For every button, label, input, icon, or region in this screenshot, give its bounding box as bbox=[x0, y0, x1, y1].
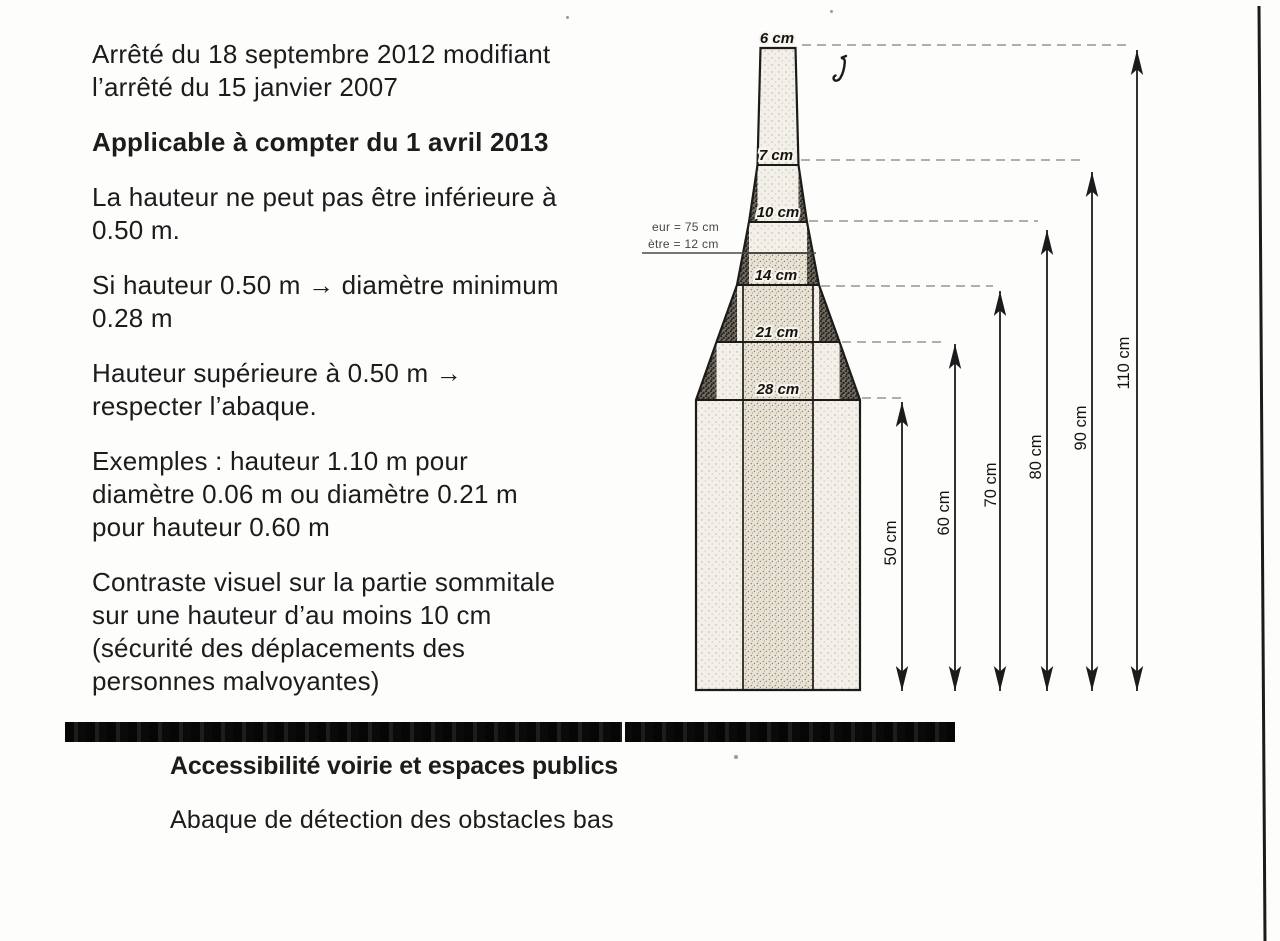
width-label-7cm: 7 cm bbox=[758, 147, 794, 164]
text-line: Exemples : hauteur 1.10 m pour bbox=[92, 446, 468, 476]
side-note-line2: ètre = 12 cm bbox=[648, 237, 719, 251]
bollard-inner-column-12cm bbox=[743, 253, 813, 690]
height-label-110cm: 110 cm bbox=[1115, 336, 1133, 390]
height-label-60cm: 60 cm bbox=[935, 490, 953, 536]
height-label-70cm: 70 cm bbox=[982, 462, 1000, 508]
height-label-50cm: 50 cm bbox=[882, 520, 900, 566]
width-label-21cm: 21 cm bbox=[755, 324, 799, 341]
scan-speck bbox=[734, 755, 738, 759]
width-label-14cm: 14 cm bbox=[754, 267, 798, 284]
side-note-line1: eur = 75 cm bbox=[652, 220, 719, 234]
text-line: personnes malvoyantes) bbox=[92, 666, 380, 696]
height-label-80cm: 80 cm bbox=[1027, 434, 1045, 480]
width-label-6cm: 6 cm bbox=[759, 30, 795, 47]
scan-speck bbox=[830, 10, 833, 13]
text-line: pour hauteur 0.60 m bbox=[92, 512, 330, 542]
divider-bar-gap bbox=[622, 722, 625, 742]
scan-speck bbox=[566, 16, 569, 19]
footer-subtitle: Abaque de détection des obstacles bas bbox=[170, 806, 614, 834]
text-line: Si hauteur 0.50 m → diamètre minimum bbox=[92, 270, 559, 300]
height-label-90cm: 90 cm bbox=[1072, 405, 1090, 451]
text-line: Arrêté du 18 septembre 2012 modifiant bbox=[92, 39, 551, 69]
page-edge-line bbox=[1259, 6, 1265, 941]
text-line: 0.28 m bbox=[92, 303, 173, 333]
text-line: l’arrêté du 15 janvier 2007 bbox=[92, 72, 399, 102]
text-line: sur une hauteur d’au moins 10 cm bbox=[92, 600, 492, 630]
text-line: respecter l’abaque. bbox=[92, 391, 317, 421]
text-line: Hauteur supérieure à 0.50 m → bbox=[92, 358, 462, 388]
text-line: 0.50 m. bbox=[92, 215, 181, 245]
text-line: Applicable à compter du 1 avril 2013 bbox=[92, 127, 549, 157]
pen-mark bbox=[834, 56, 846, 81]
width-label-28cm: 28 cm bbox=[756, 381, 800, 398]
footer-title: Accessibilité voirie et espaces publics bbox=[170, 752, 618, 780]
width-label-10cm: 10 cm bbox=[756, 204, 800, 221]
text-line: diamètre 0.06 m ou diamètre 0.21 m bbox=[92, 479, 518, 509]
text-line: Contraste visuel sur la partie sommitale bbox=[92, 567, 556, 597]
divider-bar bbox=[65, 722, 955, 742]
text-line: (sécurité des déplacements des bbox=[92, 633, 466, 663]
text-line: La hauteur ne peut pas être inférieure à bbox=[92, 182, 557, 212]
guide-lines bbox=[801, 45, 1128, 398]
height-arrows bbox=[902, 50, 1137, 691]
